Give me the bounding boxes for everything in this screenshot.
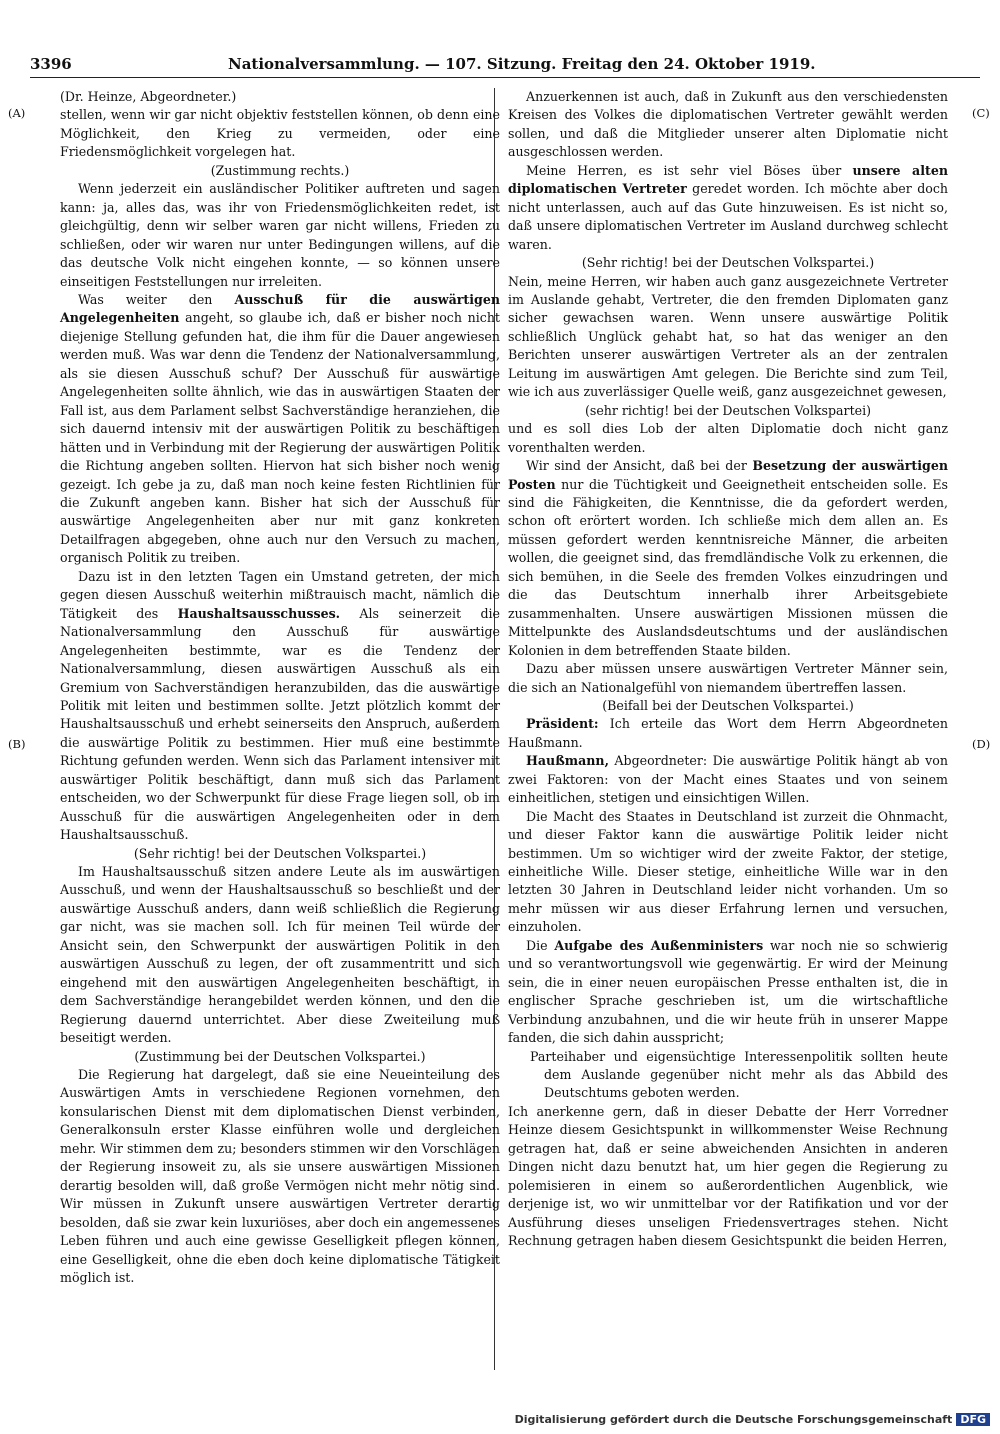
paragraph: Wir sind der Ansicht, daß bei der Besetzung der auswärtigen Posten nur die Tüchtigkeit und Geeignetheit entscheiden solle. Es sind die Fähigkeiten, die Kenntnisse, die da gefordert werden, schon oft erörtert worden. Ich schließe mich dem allen an. Es müssen gefordert werden kenntnisreiche Männer, die arbeiten wollen, die geeignet sind, das fremdländische Volk zu erkennen, die sich bemühen, in die Seele des fremden Volkes einzudringen und die das Deutschtum innerhalb ihrer Arbeitsgebiete zusammenhalten. Unsere auswärtigen Missionen müssen die Mittelpunkte des Auslandsdeutschtums und der ausländischen Kolonien in dem betreffenden Staate bilden. [508, 458, 948, 658]
interjection: (sehr richtig! bei der Deutschen Volkspartei) [584, 402, 872, 418]
speech-start: Haußmann, Abgeordneter: Die auswärtige Politik hängt ab von zwei Faktoren: von der Macht eines Staates und von seinem einheitlichen, stetigen und einsichtigen Willen. [508, 753, 948, 806]
paragraph: und es soll dies Lob der alten Diplomatie doch nicht ganz vorenthalten werden. [508, 421, 948, 455]
paragraph: stellen, wenn wir gar nicht objektiv feststellen können, ob denn eine Möglichkeit, den Krieg zu vermeiden, oder eine Friedensmöglichkeit vorgelegen hat. [60, 107, 500, 160]
paragraph: Die Aufgabe des Außenministers war noch nie so schwierig und so verantwortungsvoll wie gegenwärtig. Er wird der Meinung sein, die in einer neuen europäischen Presse enthalten ist, die in englischer Sprache geschrieben ist, um die wirtschaftliche Verbindung anzubahnen, und die wir heute früh in unserer Mappe fanden, die sich dahin ausspricht; [508, 937, 948, 1046]
paragraph: Dazu ist in den letzten Tagen ein Umstand getreten, der mich gegen diesen Ausschuß weiterhin mißtrauisch macht, nämlich die Tätigkeit des Haushaltsausschusses. Als seinerzeit die Nationalversammlung den Ausschuß für auswärtige Angelegenheiten bestimmte, war es die Tendenz der Nationalversammlung, diesen auswärtigen Ausschuß als ein Gremium von Sachverständigen heranzubilden, das die auswärtige Politik mit leiten und bestimmen sollte. Jetzt plötzlich kommt der Haushaltsausschuß und erhebt seinerseits den Anspruch, außerdem die auswärtige Politik zu bestimmen. Hier muß eine bestimmte Richtung gefunden werden. Wenn sich das Parlament intensiver mit auswärtiger Politik beschäftigt, dann muß sich das Parlament entscheiden, wo der Schwerpunkt für diese Frage liegen soll, ob im Ausschuß für die auswärtigen Angelegenheiten oder in dem Haushaltsausschuß. [60, 568, 501, 843]
paragraph: Im Haushaltsausschuß sitzen andere Leute als im auswärtigen Ausschuß, und wenn der Haushaltsausschuß so beschließt und der auswärtige Ausschuß anders, dann weiß schließlich die Regierung gar nicht, was sie machen soll. Ich für meinen Teil würde der Ansicht sein, den Schwerpunkt der auswärtigen Politik in den auswärtigen Ausschuß zu legen, der oft zusammentritt und sich eingehend mit den auswärtigen Angelegenheiten beschäftigt, in dem Sachverständige herangebildet werden können, und den die Regierung dauernd unterrichtet. Aber diese Zweiteilung muß beseitigt werden. [60, 864, 500, 1046]
paragraph: Dazu aber müssen unsere auswärtigen Vertreter Männer sein, die sich an Nationalgefühl von niemandem übertreffen lassen. [508, 661, 948, 695]
margin-mark-b: (B) [8, 737, 26, 751]
quotation: Parteihaber und eigensüchtige Interessenpolitik sollten heute dem Auslande gegenüber nicht mehr als das Abbild des Deutschtums geboten werden. [530, 1048, 948, 1101]
emphasis: Aufgabe des Außenministers [554, 937, 764, 953]
page-header [30, 55, 980, 78]
speaker-tag: (Dr. Heinze, Abgeordneter.) [60, 89, 237, 104]
paragraph: Meine Herren, es ist sehr viel Böses über unsere alten diplomatischen Vertreter geredet worden. Ich möchte aber doch nicht unterlassen, auch auf das Gute hinzuweisen. Es ist nicht so, daß unsere diplomatischen Vertreter im Ausland durchweg schlecht waren. [508, 162, 948, 252]
paragraph: Nein, meine Herren, wir haben auch ganz ausgezeichnete Vertreter im Auslande gehabt, Vertreter, die den fremden Diplomaten ganz sicher gewachsen waren. Wenn unsere auswärtige Politik schließlich Unglück gehabt hat, so hat das weniger an den Berichten unserer auswärtigen Vertreter als an der zentralen Leitung im auswärtigen Amt gelegen. Die Berichte sind zum Teil, wie ich aus zuverlässiger Quelle weiß, ganz ausgezeichnet gewesen, [508, 273, 948, 400]
interjection: (Sehr richtig! bei der Deutschen Volkspartei.) [133, 845, 427, 861]
paragraph: Wenn jederzeit ein ausländischer Politiker auftreten und sagen kann: ja, alles das, was ihr von Friedensmöglichkeiten redet, ist gleichgültig, denn wir selber waren gar nicht willens, Frieden zu schließen, oder wir waren nur unter Bedingungen willens, auf die das deutsche Volk nicht eingehen konnte, — so können unsere einseitigen Feststellungen nur irreleiten. [60, 181, 500, 289]
interjection: (Beifall bei der Deutschen Volkspartei.) [602, 697, 854, 713]
dfg-logo: DFG [956, 1413, 990, 1426]
footer-text: Digitalisierung gefördert durch die Deutsche Forschungsgemeinschaft [514, 1413, 953, 1426]
right-column [508, 88, 948, 1251]
interjection: (Zustimmung bei der Deutschen Volkspartei.) [134, 1048, 426, 1064]
president-statement: Präsident: Ich erteile das Wort dem Herrn Abgeordneten Haußmann. [508, 716, 948, 750]
page-number: 3396 [30, 55, 72, 73]
speaker-name: Präsident: [526, 716, 599, 732]
emphasis: Besetzung der auswärtigen Posten [508, 458, 948, 492]
emphasis: Haushaltsausschusses. [177, 605, 341, 621]
paragraph: Anzuerkennen ist auch, daß in Zukunft aus den verschiedensten Kreisen des Volkes die diplomatischen Vertreter gewählt werden sollen, und daß die Mitglieder unserer alten Diplomatie nicht ausgeschlossen werden. [508, 89, 948, 160]
footer-credit [515, 1413, 990, 1426]
emphasis: unsere alten diplomatischen Vertreter [508, 162, 948, 197]
paragraph: Die Regierung hat dargelegt, daß sie eine Neueinteilung des Auswärtigen Amts in verschiedene Regionen vornehmen, den konsularischen Dienst mit dem diplomatischen Dienst verbinden, Generalkonsuln erster Klasse einführen wolle und dergleichen mehr. Wir stimmen dem zu; besonders stimmen wir den Vorschlägen der Regierung insoweit zu, als sie unsere auswärtigen Missionen derartig besolden will, daß große Vermögen nicht mehr nötig sind. Wir müssen in Zukunft unsere auswärtigen Vertreter derartig besolden, daß sie zwar kein luxuriöses, aber doch ein angemessenes Leben führen und auch eine gewisse Geselligkeit pflegen können, eine Geselligkeit, ohne die eben doch keine diplomatische Tätigkeit möglich ist. [60, 1067, 500, 1285]
margin-mark-d: (D) [972, 737, 991, 751]
paragraph: Ich anerkenne gern, daß in dieser Debatte der Herr Vorredner Heinze diesem Gesichtspunkt in willkommenster Weise Rechnung getragen hat, daß er seine abweichenden Ansichten in anderen Dingen nicht dazu benutzt hat, um hier gegen die Regierung zu polemisieren in einem so außerordentlichen Augenblick, wie derjenige ist, wo wir unmittelbar vor der Ratifikation und vor der Ausführung dieses unseligen Friedensvertrages stehen. Nicht Rechnung getragen haben diesem Gesichtspunkt die beiden Herren, [508, 1103, 948, 1249]
paragraph: Was weiter den Ausschuß für die auswärtigen Angelegenheiten angeht, so glaube ich, daß er bisher noch nicht diejenige Stellung gefunden hat, die ihm für die Dauer angewiesen werden muß. Was war denn die Tendenz der Nationalversammlung, als sie diesen Ausschuß schuf? Der Ausschuß für auswärtige Angelegenheiten sollte ähnlich, wie das in auswärtigen Staaten der Fall ist, aus dem Parlament selbst Sachverständige heranziehen, die sich dauernd intensiv mit der auswärtigen Politik zu beschäftigen hätten und in Verbindung mit der Regierung der auswärtigen Politik die Richtung angeben sollten. Hiervon hat sich bisher noch wenig gezeigt. Ich gebe ja zu, daß man noch keine festen Richtlinien für die Zukunft angeben kann. Bisher hat sich der Ausschuß für auswärtige Angelegenheiten aber nur mit ganz konkreten Detailfragen abgegeben, ohne auch nur den Versuch zu machen, organisch Politik zu treiben. [60, 291, 500, 566]
left-column [60, 88, 500, 1287]
paragraph: Die Macht des Staates in Deutschland ist zurzeit die Ohnmacht, und dieser Faktor kann die auswärtige Politik leider nicht bestimmen. Um so wichtiger wird der zweite Faktor, der stetige, einheitliche Wille. Dieser stetige, einheitliche Wille war in den letzten 30 Jahren in Deutschland leider nicht vorhanden. Um so mehr müssen wir aus dieser Erfahrung lernen und versuchen, einzuholen. [508, 808, 948, 935]
interjection: (Sehr richtig! bei der Deutschen Volkspartei.) [581, 255, 875, 271]
margin-mark-a: (A) [8, 106, 26, 120]
interjection: (Zustimmung rechts.) [210, 162, 350, 178]
margin-mark-c: (C) [972, 106, 990, 120]
speaker-name: Haußmann, [526, 753, 609, 769]
emphasis: Ausschuß für die auswärtigen Angelegenheiten [60, 291, 500, 326]
running-title: Nationalversammlung. — 107. Sitzung. Freitag den 24. Oktober 1919. [228, 55, 816, 73]
